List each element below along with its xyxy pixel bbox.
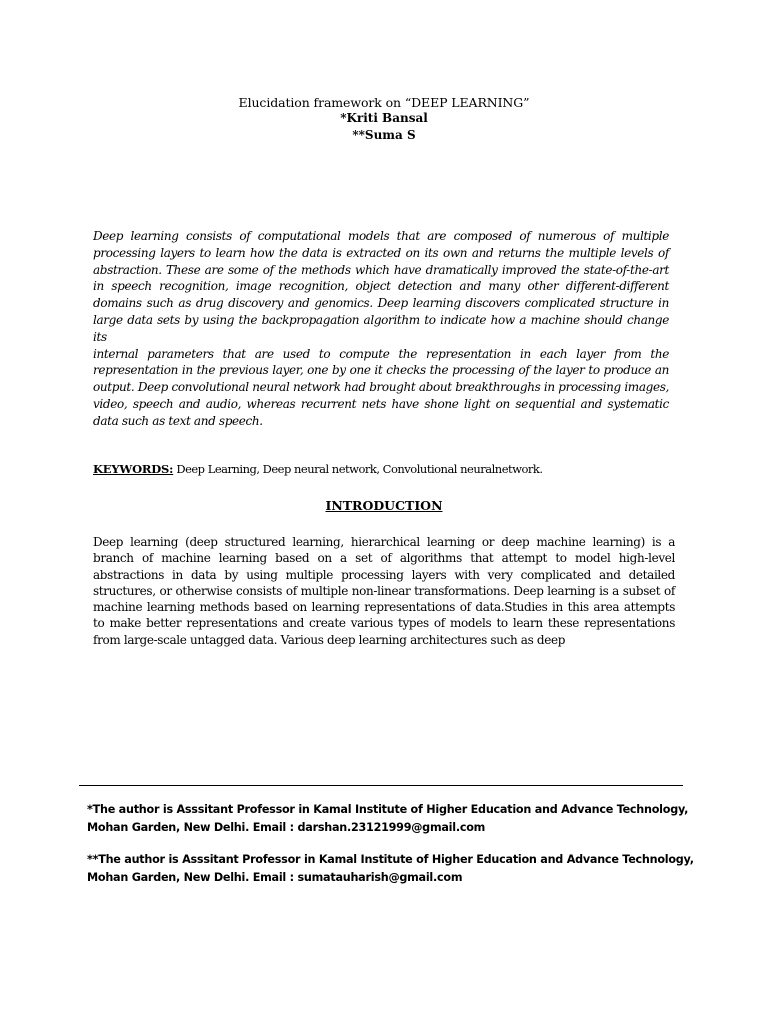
keywords-text: Deep Learning, Deep neural network, Convolutional neuralnetwork. bbox=[173, 462, 543, 476]
footnote-line: **The author is Asssitant Professor in Kamal Institute of Higher Education and Advance Technology, bbox=[87, 853, 694, 866]
abstract-paragraph: Deep learning consists of computational models that are composed of numerous of multiple processing layers to learn how the data is extracted on its own and returns the multiple levels of abstraction. These are some of the methods which have dramatically improved the state-of-the-art in speech recognition, image recognition, object detection and many other different-different domains such as drug discovery and genomics. Deep learning discovers complicated structure in large data sets by using the backpropagation algorithm to indicate how a machine should change its bbox=[93, 229, 669, 344]
footnote-separator bbox=[79, 785, 683, 786]
keywords-label: KEYWORDS: bbox=[93, 462, 174, 476]
footnote-line: *The author is Asssitant Professor in Kamal Institute of Higher Education and Advance Technology, bbox=[87, 803, 689, 816]
footnote-line: Mohan Garden, New Delhi. Email : darshan.23121999@gmail.com bbox=[87, 821, 486, 834]
keywords-line bbox=[93, 462, 543, 476]
footnote-author-second bbox=[87, 851, 707, 887]
footnote-author-first bbox=[87, 801, 707, 837]
introduction-body bbox=[93, 534, 675, 648]
abstract bbox=[93, 228, 669, 430]
author-name-second: **Suma S bbox=[352, 128, 416, 142]
abstract-paragraph: internal parameters that are used to compute the representation in each layer from the representation in the previous layer, one by one it checks the processing of the layer to produce an output. Deep convolutional neural network had brought about breakthroughs in processing images, video, speech and audio, whereas recurrent nets have shone light on sequential and systematic data such as text and speech. bbox=[93, 346, 669, 428]
paper-title: Elucidation framework on “DEEP LEARNING” bbox=[238, 95, 530, 110]
footnote-line: Mohan Garden, New Delhi. Email : sumatauharish@gmail.com bbox=[87, 871, 463, 884]
introduction-paragraph: Deep learning (deep structured learning, hierarchical learning or deep machine learning) is a branch of machine learning based on a set of algorithms that attempt to model high-level abstractions in data by using multiple processing layers with very complicated and detailed structures, or otherwise consists of multiple non-linear transformations. Deep learning is a subset of machine learning methods based on learning representations of data.Studies in this area attempts to make better representations and create various types of models to learn these representations from large-scale untagged data. Various deep learning architectures such as deep bbox=[93, 535, 675, 647]
introduction-heading: INTRODUCTION bbox=[325, 498, 443, 513]
author-name-first: *Kriti Bansal bbox=[340, 111, 428, 125]
